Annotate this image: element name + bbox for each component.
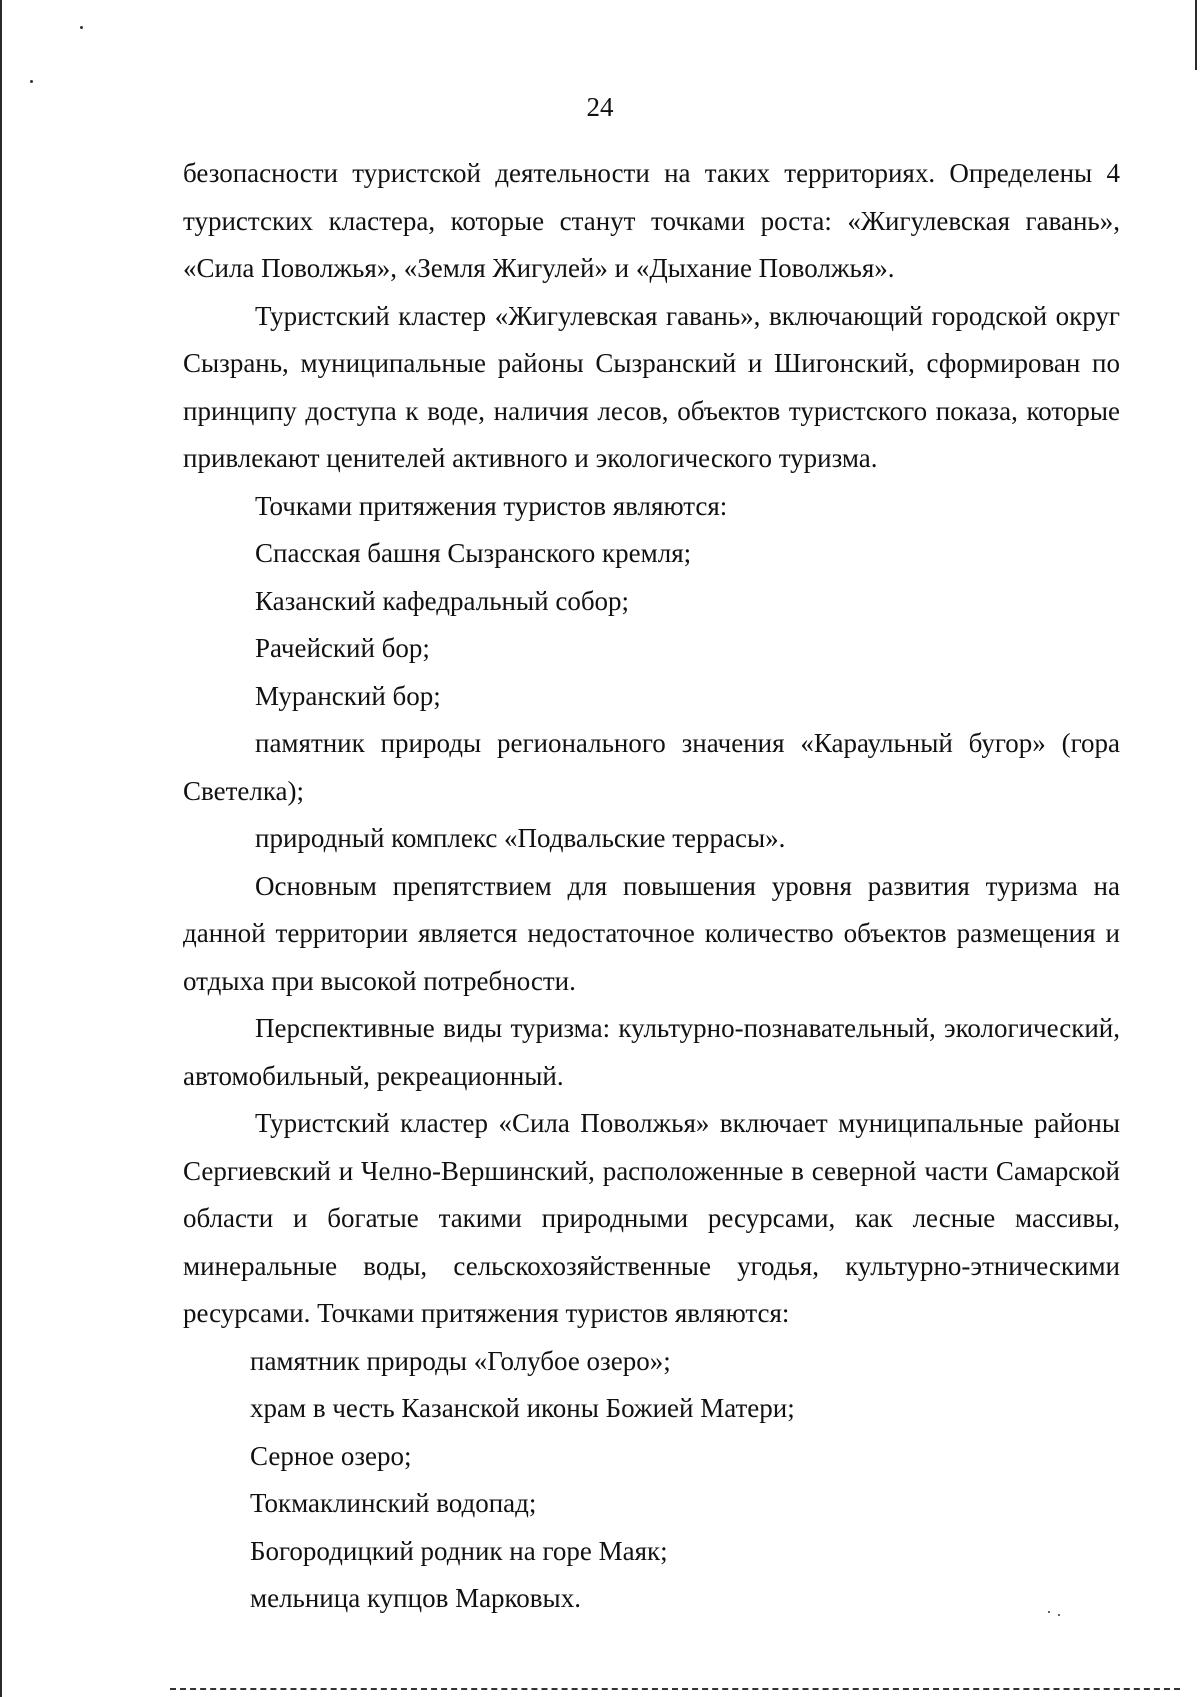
paragraph-obstacle: Основным препятствием для повышения уровня развития туризма на данной территории является недостаточное количество объектов размещения и отдыха при высокой потребности. xyxy=(183,870,1120,996)
list-item: природный комплекс «Подвальские террасы». xyxy=(255,823,786,853)
list-item: Муранский бор; xyxy=(255,680,441,711)
page-number: 24 xyxy=(586,92,614,122)
paragraph-attractions-heading: Точками притяжения туристов являются: xyxy=(255,490,728,521)
paragraph-cluster-2-intro: Туристский кластер «Сила Поволжья» включает муниципальные районы Сергиевский и Челно-Вершинский, расположенные в северной части Самарской области и богатые такими природными ресурсами, как лесные массивы, минеральные воды, сельскохозяйственные угодья, культурно-этническими ресурсами. Точками притяжения туристов являются: xyxy=(183,1108,1120,1328)
list-item: памятник природы регионального значения «Караульный бугор» (гора Светелка); xyxy=(183,728,1120,806)
paragraph-continuation: безопасности туристской деятельности на таких территориях. Определены 4 туристских кластера, которые станут точками роста: «Жигулевская гавань», «Сила Поволжья», «Земля Жигулей» и «Дыхание Поволжья». xyxy=(183,158,1120,283)
paragraph-tourism-types: Перспективные виды туризма: культурно-познавательный, экологический, автомобильный, рекреационный. xyxy=(183,1013,1120,1091)
list-item: мельница купцов Марковых. xyxy=(250,1583,581,1613)
scan-speck xyxy=(30,80,33,83)
list-item: Богородицкий родник на горе Маяк; xyxy=(250,1535,668,1566)
paragraph-cluster-1-intro: Туристский кластер «Жигулевская гавань», включающий городской округ Сызрань, муниципальные районы Сызранский и Шигонский, сформирован по принципу доступа к воде, наличия лесов, объектов туристского показа, которые привлекают ценителей активного и экологического туризма. xyxy=(183,300,1120,473)
list-item: Рачейский бор; xyxy=(255,633,430,663)
scan-left-edge xyxy=(0,0,2,1697)
attractions-list-cluster-1 xyxy=(183,530,1120,863)
list-item: Казанский кафедральный собор; xyxy=(255,585,630,616)
list-item: Серное озеро; xyxy=(250,1440,412,1471)
list-item: Токмаклинский водопад; xyxy=(250,1488,537,1518)
document-body xyxy=(183,150,1120,1623)
list-item: Спасская башня Сызранского кремля; xyxy=(255,538,692,568)
scan-right-edge xyxy=(1195,0,1197,70)
scan-speck xyxy=(80,26,83,29)
attractions-list-cluster-2 xyxy=(183,1338,1120,1623)
list-item: храм в честь Казанской иконы Божией Матери; xyxy=(250,1393,795,1423)
page-bottom-divider xyxy=(170,1688,1180,1690)
list-item: памятник природы «Голубое озеро»; xyxy=(250,1345,671,1376)
